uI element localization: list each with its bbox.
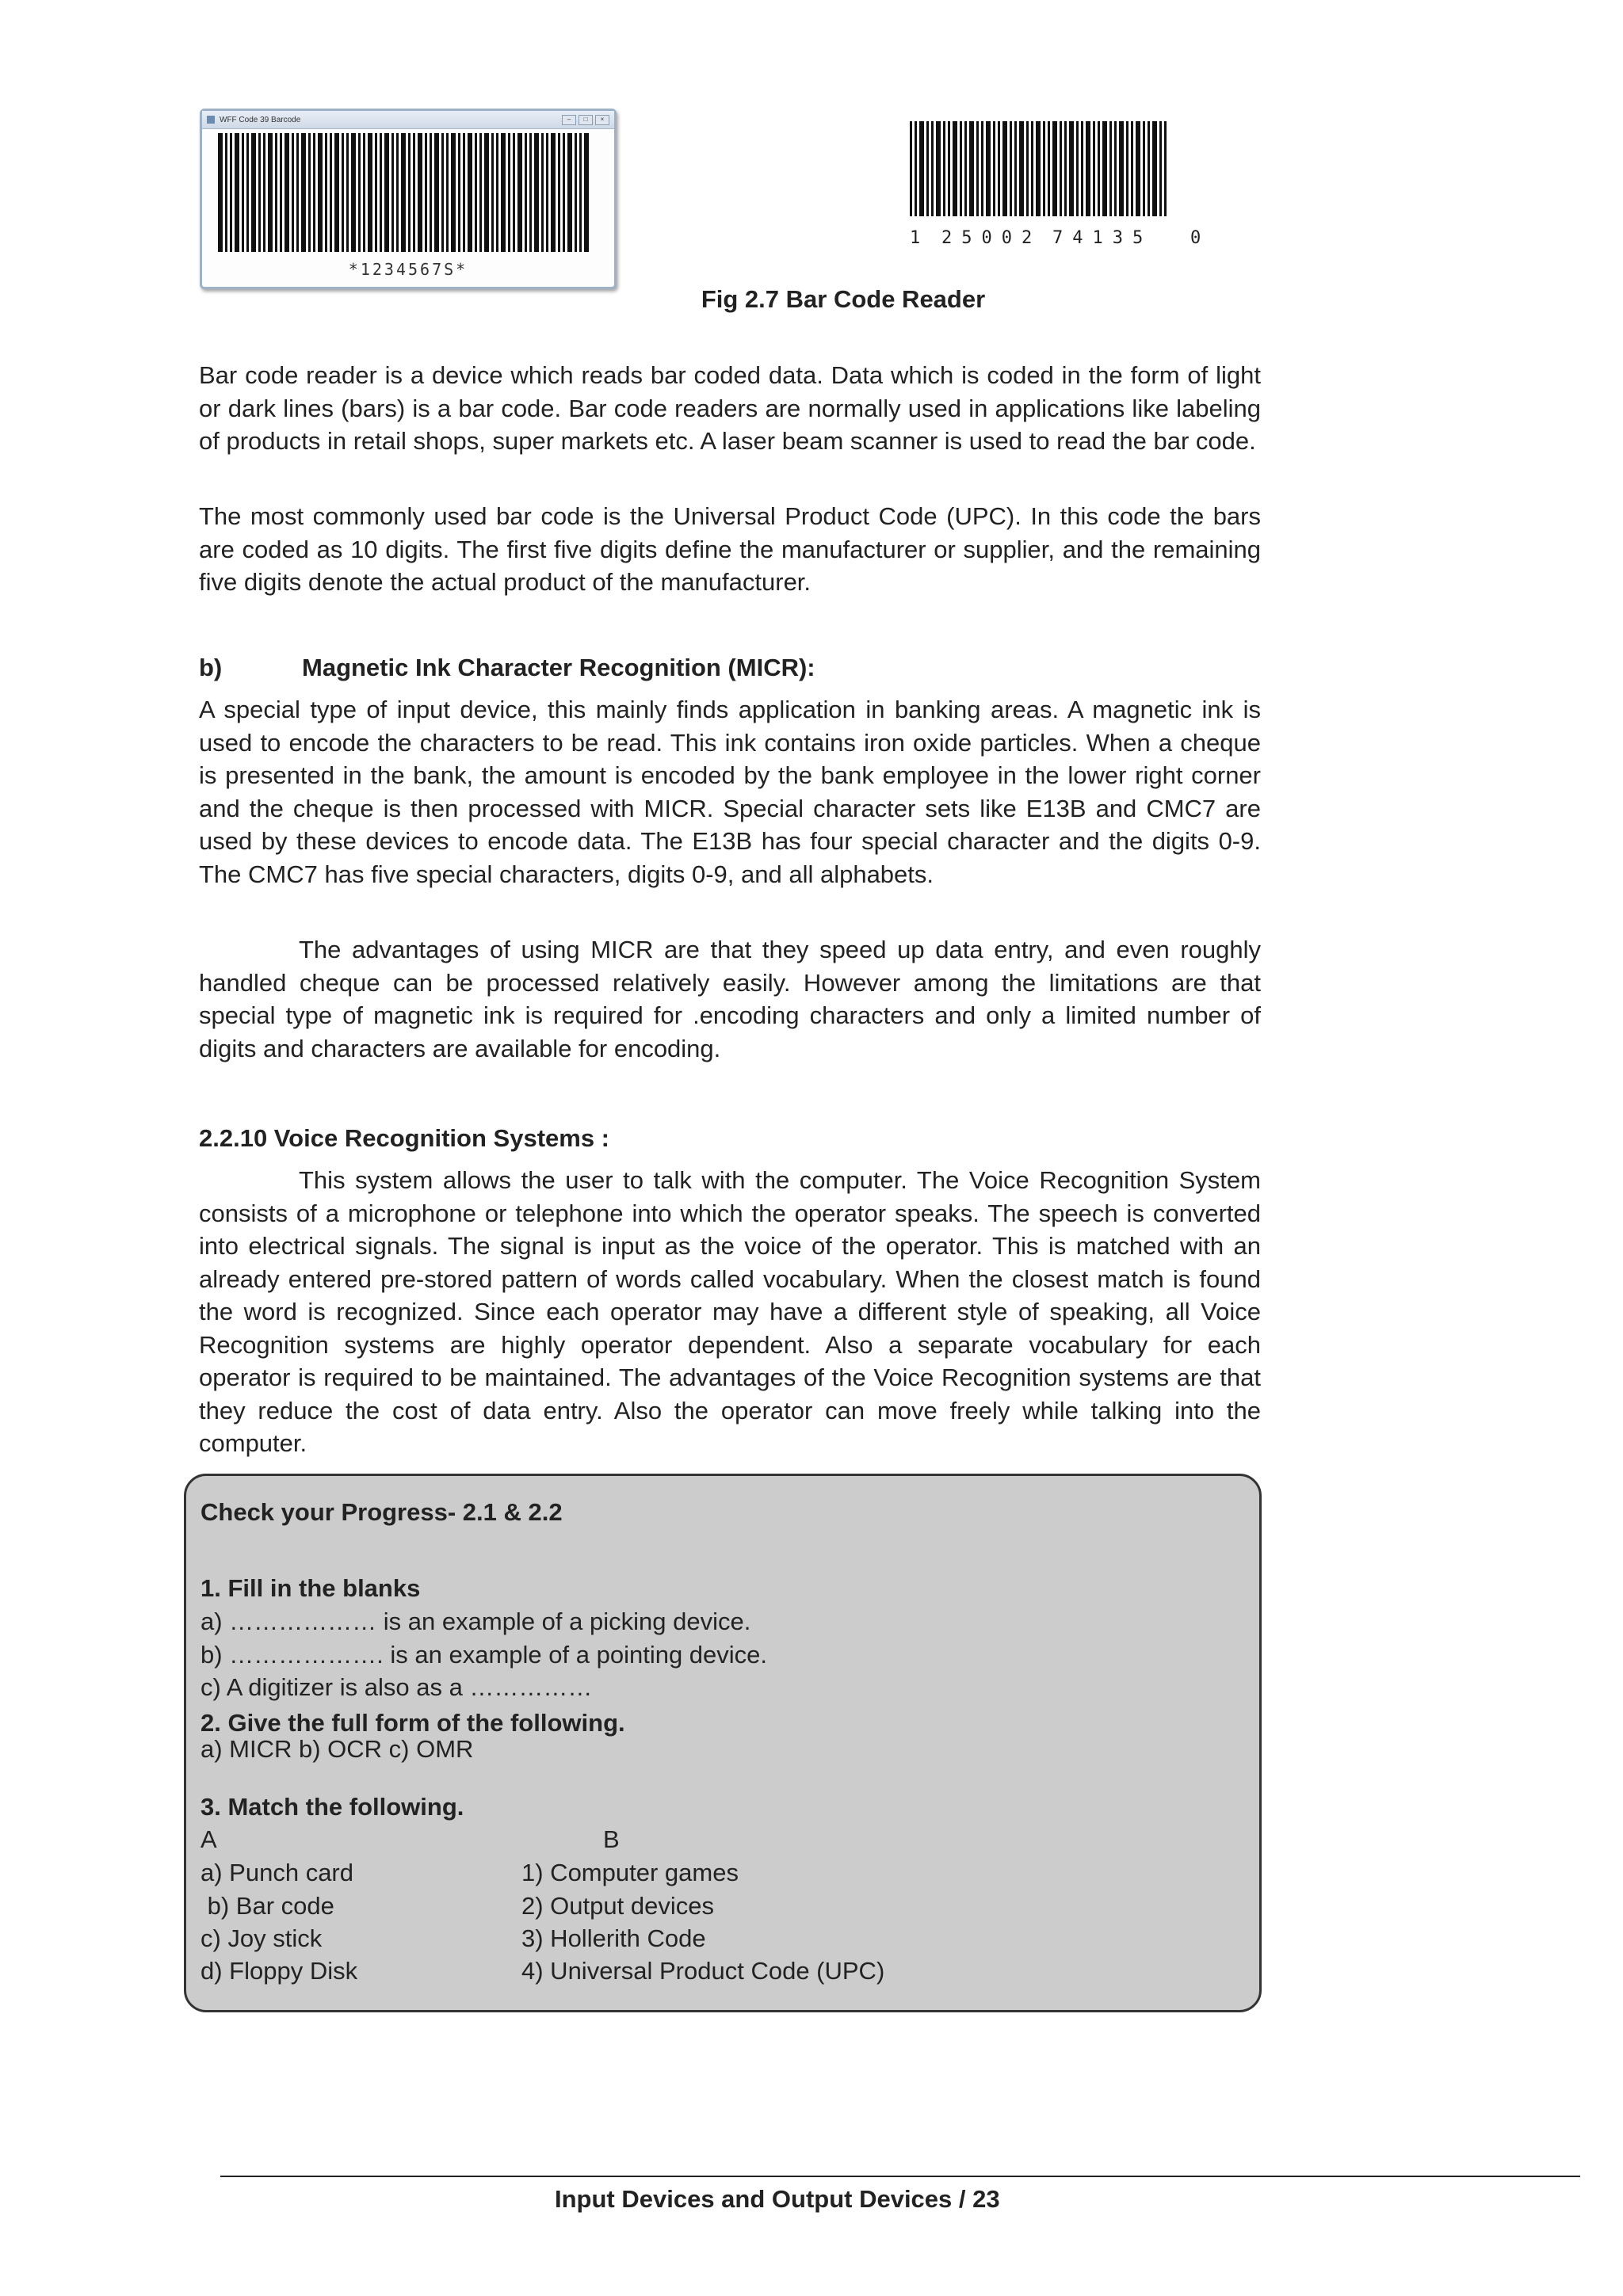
barcode-bar (529, 133, 532, 252)
barcode-bar (430, 133, 432, 252)
barcode-bar (375, 133, 377, 252)
barcode-bar (563, 133, 565, 252)
column-b-header: B (603, 1825, 620, 1853)
barcode-bar (513, 133, 515, 252)
barcode-bar (1036, 121, 1041, 216)
barcode-bar (446, 133, 449, 252)
barcode-bar (948, 121, 950, 216)
question-2-heading: 2. Give the full form of the following. (200, 1709, 625, 1737)
barcode-bar (584, 133, 589, 252)
barcode-bar (993, 121, 995, 216)
barcode-bar (396, 133, 399, 252)
barcode-bar (915, 121, 917, 216)
barcode-bar (296, 133, 299, 252)
barcode-bar (484, 133, 489, 252)
barcode-bar (1114, 121, 1117, 216)
paragraph-micr-advantages (199, 933, 1261, 1065)
match-item-a: d) Floppy Disk (200, 1957, 358, 1985)
code39-barcode-image (218, 133, 598, 260)
barcode-bar (926, 121, 929, 216)
barcode-bar (1143, 121, 1145, 216)
section-title: Magnetic Ink Character Recognition (MICR): (302, 654, 815, 681)
match-item-a: b) Bar code (200, 1892, 334, 1920)
barcode-bar (246, 133, 249, 252)
code39-barcode-window (200, 109, 617, 289)
barcode-bar (496, 133, 498, 252)
match-item-b: 2) Output devices (521, 1892, 714, 1920)
question-1-heading: 1. Fill in the blanks (200, 1574, 421, 1602)
barcode-bar (434, 133, 439, 252)
barcode-bar (981, 121, 983, 216)
barcode-bar (1152, 121, 1157, 216)
upc-barcode-image (910, 117, 1211, 244)
barcode-bar (575, 133, 577, 252)
barcode-bar (218, 133, 223, 252)
barcode-bar (1019, 121, 1024, 216)
barcode-bar (391, 133, 394, 252)
window-controls (562, 115, 609, 125)
barcode-bar (1002, 121, 1007, 216)
paragraph-text: A special type of input device, this mainly finds application in banking areas. A magnetic ink is used to encode the characters to be read. This ink contains iron oxide particles. When a cheque is presented in the bank, the amount is encoded by the bank employee in the lower right corner and the cheque is then processed with MICR. Special character sets like E13B and CMC7 are used by these devices to encode data. The E13B has four special character and the digits 0-9. The CMC7 has five special characters, digits 0-9, and all alphabets. (199, 696, 1261, 888)
question-1a: a) ……………… is an example of a picking device. (200, 1608, 751, 1635)
barcode-bar (931, 121, 934, 216)
barcode-bar (1064, 121, 1067, 216)
barcode-bar (1159, 121, 1162, 216)
barcode-bar (384, 133, 389, 252)
barcode-bar (380, 133, 382, 252)
barcode-bar (235, 133, 239, 252)
barcode-bar (1109, 121, 1112, 216)
maximize-icon: □ (579, 115, 593, 125)
barcode-bar (1043, 121, 1045, 216)
question-3-heading: 3. Match the following. (200, 1793, 464, 1821)
barcode-bar (998, 121, 1000, 216)
barcode-bar (953, 121, 957, 216)
barcode-bar (525, 133, 527, 252)
barcode-bar (1081, 121, 1083, 216)
match-row (200, 1892, 1231, 1920)
barcode-bar (330, 133, 332, 252)
barcode-bar (964, 121, 967, 216)
match-item-b: 4) Universal Product Code (UPC) (521, 1957, 885, 1985)
barcode-bar (1069, 121, 1074, 216)
barcode-bar (475, 133, 477, 252)
barcode-bar (258, 133, 261, 252)
barcode-bar (986, 121, 991, 216)
close-icon: × (595, 115, 609, 125)
barcode-bar (1164, 121, 1167, 216)
paragraph-voice-recognition (199, 1164, 1261, 1460)
barcode-bar (479, 133, 482, 252)
barcode-bar (401, 133, 406, 252)
barcode-bar (292, 133, 294, 252)
barcode-bar (363, 133, 365, 252)
match-row (200, 1957, 1231, 1985)
barcode-bar (1031, 121, 1033, 216)
match-item-a: c) Joy stick (200, 1924, 323, 1952)
code39-text: *1234567S* (348, 260, 468, 279)
section-label: b) (199, 654, 223, 681)
barcode-bar (969, 121, 974, 216)
barcode-bar (1131, 121, 1133, 216)
barcode-bar (1076, 121, 1079, 216)
barcode-bar (285, 133, 289, 252)
paragraph-micr (199, 693, 1261, 891)
barcode-bar (936, 121, 941, 216)
barcode-bar (301, 133, 306, 252)
progress-title: Check your Progress- 2.1 & 2.2 (200, 1498, 563, 1526)
barcode-bar (1026, 121, 1029, 216)
match-column-headers (200, 1825, 1231, 1854)
check-progress-box (184, 1474, 1262, 2012)
micr-heading (199, 651, 1261, 685)
barcode-bar (1010, 121, 1012, 216)
barcode-bar (551, 133, 556, 252)
barcode-bar (313, 133, 315, 252)
barcode-bar (1148, 121, 1150, 216)
barcode-bar (458, 133, 460, 252)
match-row (200, 1859, 1231, 1887)
barcode-bar (1136, 121, 1140, 216)
window-title: WFF Code 39 Barcode (220, 115, 301, 124)
upc-digit-left: 1 (910, 228, 921, 248)
barcode-bar (541, 133, 544, 252)
barcode-bar (418, 133, 422, 252)
barcode-bar (334, 133, 339, 252)
paragraph-text: Bar code reader is a device which reads bar coded data. Data which is coded in the form of light or dark lines (bars) is a bar code. Bar code readers are normally used in applications like labeling of products in retail shops, super markets etc. A laser beam scanner is used to read the bar code. (199, 361, 1261, 455)
paragraph-barcode-reader (199, 359, 1261, 458)
upc-digits-right-group: 74135 (1052, 228, 1153, 248)
barcode-bar (1098, 121, 1100, 216)
barcode-bar (351, 133, 356, 252)
barcode-bar (425, 133, 427, 252)
barcode-bar (342, 133, 344, 252)
barcode-bar (451, 133, 456, 252)
paragraph-text: The advantages of using MICR are that they speed up data entry, and even roughly handled cheque can be processed relatively easily. However among the limitations are that special type of magnetic ink is required for .encoding characters and only a limited number of digits and characters are available for encoding. (199, 936, 1261, 1062)
barcode-bar (242, 133, 244, 252)
barcode-bar (1048, 121, 1050, 216)
barcode-bar (1126, 121, 1128, 216)
barcode-bar (441, 133, 444, 252)
barcode-bar (501, 133, 506, 252)
barcode-bar (960, 121, 962, 216)
barcode-bar (318, 133, 323, 252)
paragraph-upc (199, 500, 1261, 599)
column-a-header: A (200, 1825, 217, 1853)
barcode-bar (408, 133, 411, 252)
barcode-bar (579, 133, 582, 252)
match-item-a: a) Punch card (200, 1859, 353, 1886)
question-2a: a) MICR b) OCR c) OMR (200, 1735, 474, 1763)
question-1b: b) ………………. is an example of a pointing device. (200, 1641, 768, 1669)
barcode-bar (463, 133, 465, 252)
match-item-b: 1) Computer games (521, 1859, 739, 1886)
page-footer: Input Devices and Output Devices / 23 (555, 2185, 1000, 2213)
barcode-bar (325, 133, 327, 252)
barcode-bar (280, 133, 282, 252)
barcode-bar (1086, 121, 1090, 216)
barcode-bar (368, 133, 372, 252)
barcode-bar (491, 133, 494, 252)
barcode-bar (910, 121, 912, 216)
barcode-bar (358, 133, 361, 252)
barcode-bar (308, 133, 311, 252)
paragraph-text: This system allows the user to talk with the computer. The Voice Recognition System consists of a microphone or telephone into which the operator speaks. The speech is converted into electrical signals. The signal is input as the voice of the operator. This is matched with an already entered pre-stored pattern of words called vocabulary. When the closest match is found the word is recognized. Since each operator may have a different style of speaking, all Voice Recognition systems are highly operator dependent. Also a separate vocabulary for each operator is required to be maintained. The advantages of the Voice Recognition systems are that they reduce the cost of data entry. Also the operator can move freely while talking into the computer. (199, 1166, 1261, 1457)
barcode-bar (275, 133, 277, 252)
barcode-bar (546, 133, 548, 252)
barcode-bar (558, 133, 560, 252)
barcode-bar (263, 133, 265, 252)
barcode-bar (517, 133, 522, 252)
match-item-b: 3) Hollerith Code (521, 1924, 706, 1952)
footer-rule (220, 2176, 1580, 2177)
barcode-bar (251, 133, 256, 252)
barcode-bar (1093, 121, 1095, 216)
barcode-bar (1052, 121, 1057, 216)
barcode-bar (919, 121, 924, 216)
barcode-bar (413, 133, 415, 252)
barcode-bar (1014, 121, 1017, 216)
barcode-bar (1119, 121, 1124, 216)
barcode-bar (534, 133, 539, 252)
paragraph-text: The most commonly used bar code is the Universal Product Code (UPC). In this code the bars are coded as 10 digits. The first five digits define the manufacturer or supplier, and the remaining five digits denote the actual product of the manufacturer. (199, 502, 1261, 596)
barcode-bar (508, 133, 510, 252)
window-titlebar (202, 111, 614, 129)
barcode-bar (1060, 121, 1062, 216)
voice-recognition-heading: 2.2.10 Voice Recognition Systems : (199, 1124, 609, 1152)
upc-digits-left-group: 25002 (941, 228, 1042, 248)
upc-digit-right: 0 (1190, 228, 1201, 248)
barcode-bar (1102, 121, 1107, 216)
figure-caption: Fig 2.7 Bar Code Reader (701, 285, 986, 313)
barcode-bar (976, 121, 979, 216)
question-1c: c) A digitizer is also as a …………… (200, 1673, 593, 1701)
match-row (200, 1924, 1231, 1953)
barcode-bar (346, 133, 349, 252)
barcode-bar (468, 133, 472, 252)
barcode-bar (943, 121, 945, 216)
barcode-bar (225, 133, 227, 252)
barcode-bar (567, 133, 572, 252)
minimize-icon: – (562, 115, 576, 125)
app-icon (207, 116, 215, 124)
upc-barcode (910, 117, 1211, 252)
barcode-bar (268, 133, 273, 252)
barcode-bar (230, 133, 232, 252)
